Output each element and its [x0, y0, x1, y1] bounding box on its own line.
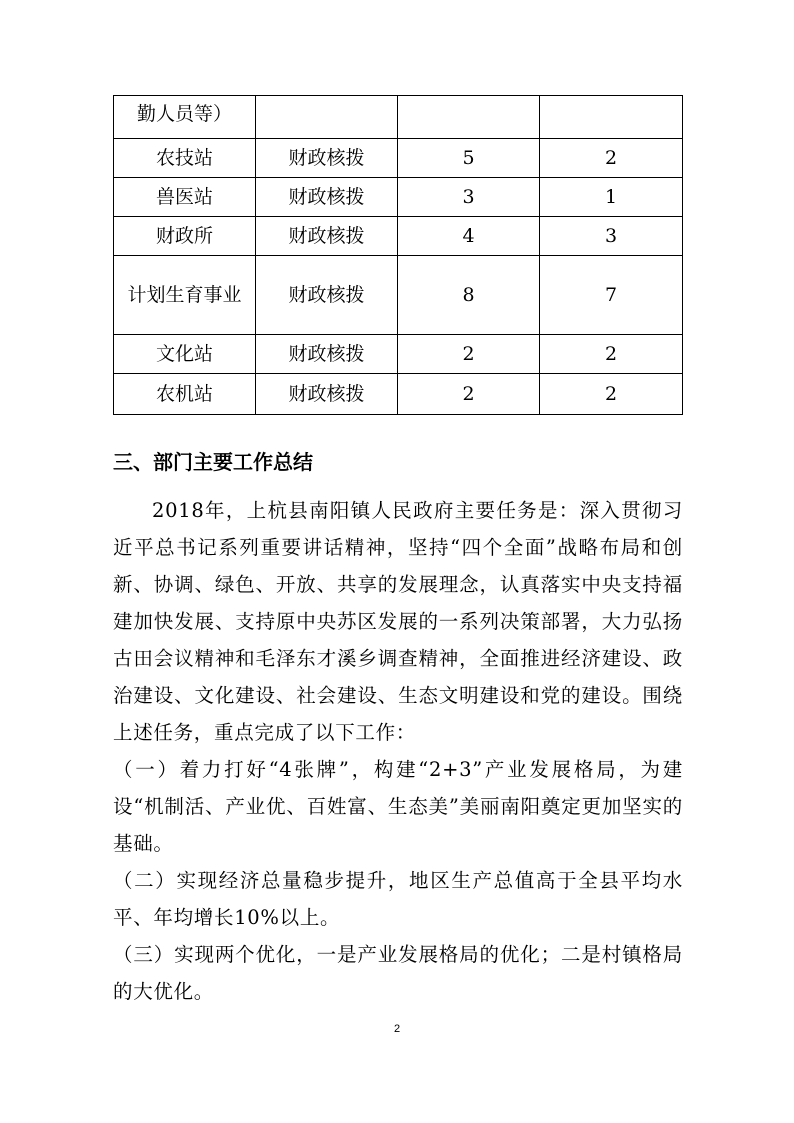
- funding-type-cell: [256, 96, 398, 139]
- paragraph-item-2: （二）实现经济总量稳步提升，地区生产总值高于全县平均水平、年均增长10%以上。: [113, 869, 683, 929]
- unit-name-cell: 农机站: [114, 374, 256, 415]
- unit-name-cell: 农技站: [114, 139, 256, 178]
- unit-name-cell: 财政所: [114, 217, 256, 256]
- paragraph-item-3: （三）实现两个优化，一是产业发展格局的优化；二是村镇格局的大优化。: [113, 943, 683, 1003]
- page-number: 2: [393, 1023, 401, 1035]
- funding-type-cell: 财政核拨: [256, 335, 398, 374]
- table-row: [114, 178, 683, 217]
- actual-count-cell: 2: [540, 335, 683, 374]
- paragraph-intro: 2018年，上杭县南阳镇人民政府主要任务是：深入贯彻习近平总书记系列重要讲话精神，坚持“四个全面”战略布局和创新、协调、绿色、开放、共享的发展理念，认真落实中央支持福建加快发展、支持原中央苏区发展的一系列决策部署，大力弘扬古田会议精神和毛泽东才溪乡调查精神，全面推进经济建设、政治建设、文化建设、社会建设、生态文明建设和党的建设。围绕上述任务，重点完成了以下工作：: [113, 499, 683, 744]
- unit-name-cell: 兽医站: [114, 178, 256, 217]
- authorized-count-cell: 3: [398, 178, 540, 217]
- funding-type-cell: 财政核拨: [256, 256, 398, 335]
- unit-name-cell: 文化站: [114, 335, 256, 374]
- authorized-count-cell: 4: [398, 217, 540, 256]
- authorized-count-cell: 2: [398, 335, 540, 374]
- funding-type-cell: 财政核拨: [256, 139, 398, 178]
- actual-count-cell: 7: [540, 256, 683, 335]
- table-row: [114, 139, 683, 178]
- unit-name-cell: 勤人员等）: [114, 96, 256, 139]
- authorized-count-cell: 8: [398, 256, 540, 335]
- actual-count-cell: [540, 96, 683, 139]
- staffing-table: [113, 95, 683, 415]
- actual-count-cell: 1: [540, 178, 683, 217]
- authorized-count-cell: [398, 96, 540, 139]
- actual-count-cell: 2: [540, 139, 683, 178]
- table-row: [114, 335, 683, 374]
- authorized-count-cell: 2: [398, 374, 540, 415]
- table-row: [114, 374, 683, 415]
- table-row: [114, 96, 683, 139]
- section-heading: 三、部门主要工作总结: [113, 450, 313, 474]
- table-row: [114, 217, 683, 256]
- authorized-count-cell: 5: [398, 139, 540, 178]
- funding-type-cell: 财政核拨: [256, 178, 398, 217]
- paragraph-item-1: （一）着力打好“4张牌”，构建“2+3”产业发展格局，为建设“机制活、产业优、百姓富、生态美”美丽南阳奠定更加坚实的基础。: [113, 758, 683, 855]
- unit-name-cell: 计划生育事业: [114, 256, 256, 335]
- section-body: [113, 492, 683, 1010]
- actual-count-cell: 3: [540, 217, 683, 256]
- table-row: [114, 256, 683, 335]
- funding-type-cell: 财政核拨: [256, 217, 398, 256]
- funding-type-cell: 财政核拨: [256, 374, 398, 415]
- actual-count-cell: 2: [540, 374, 683, 415]
